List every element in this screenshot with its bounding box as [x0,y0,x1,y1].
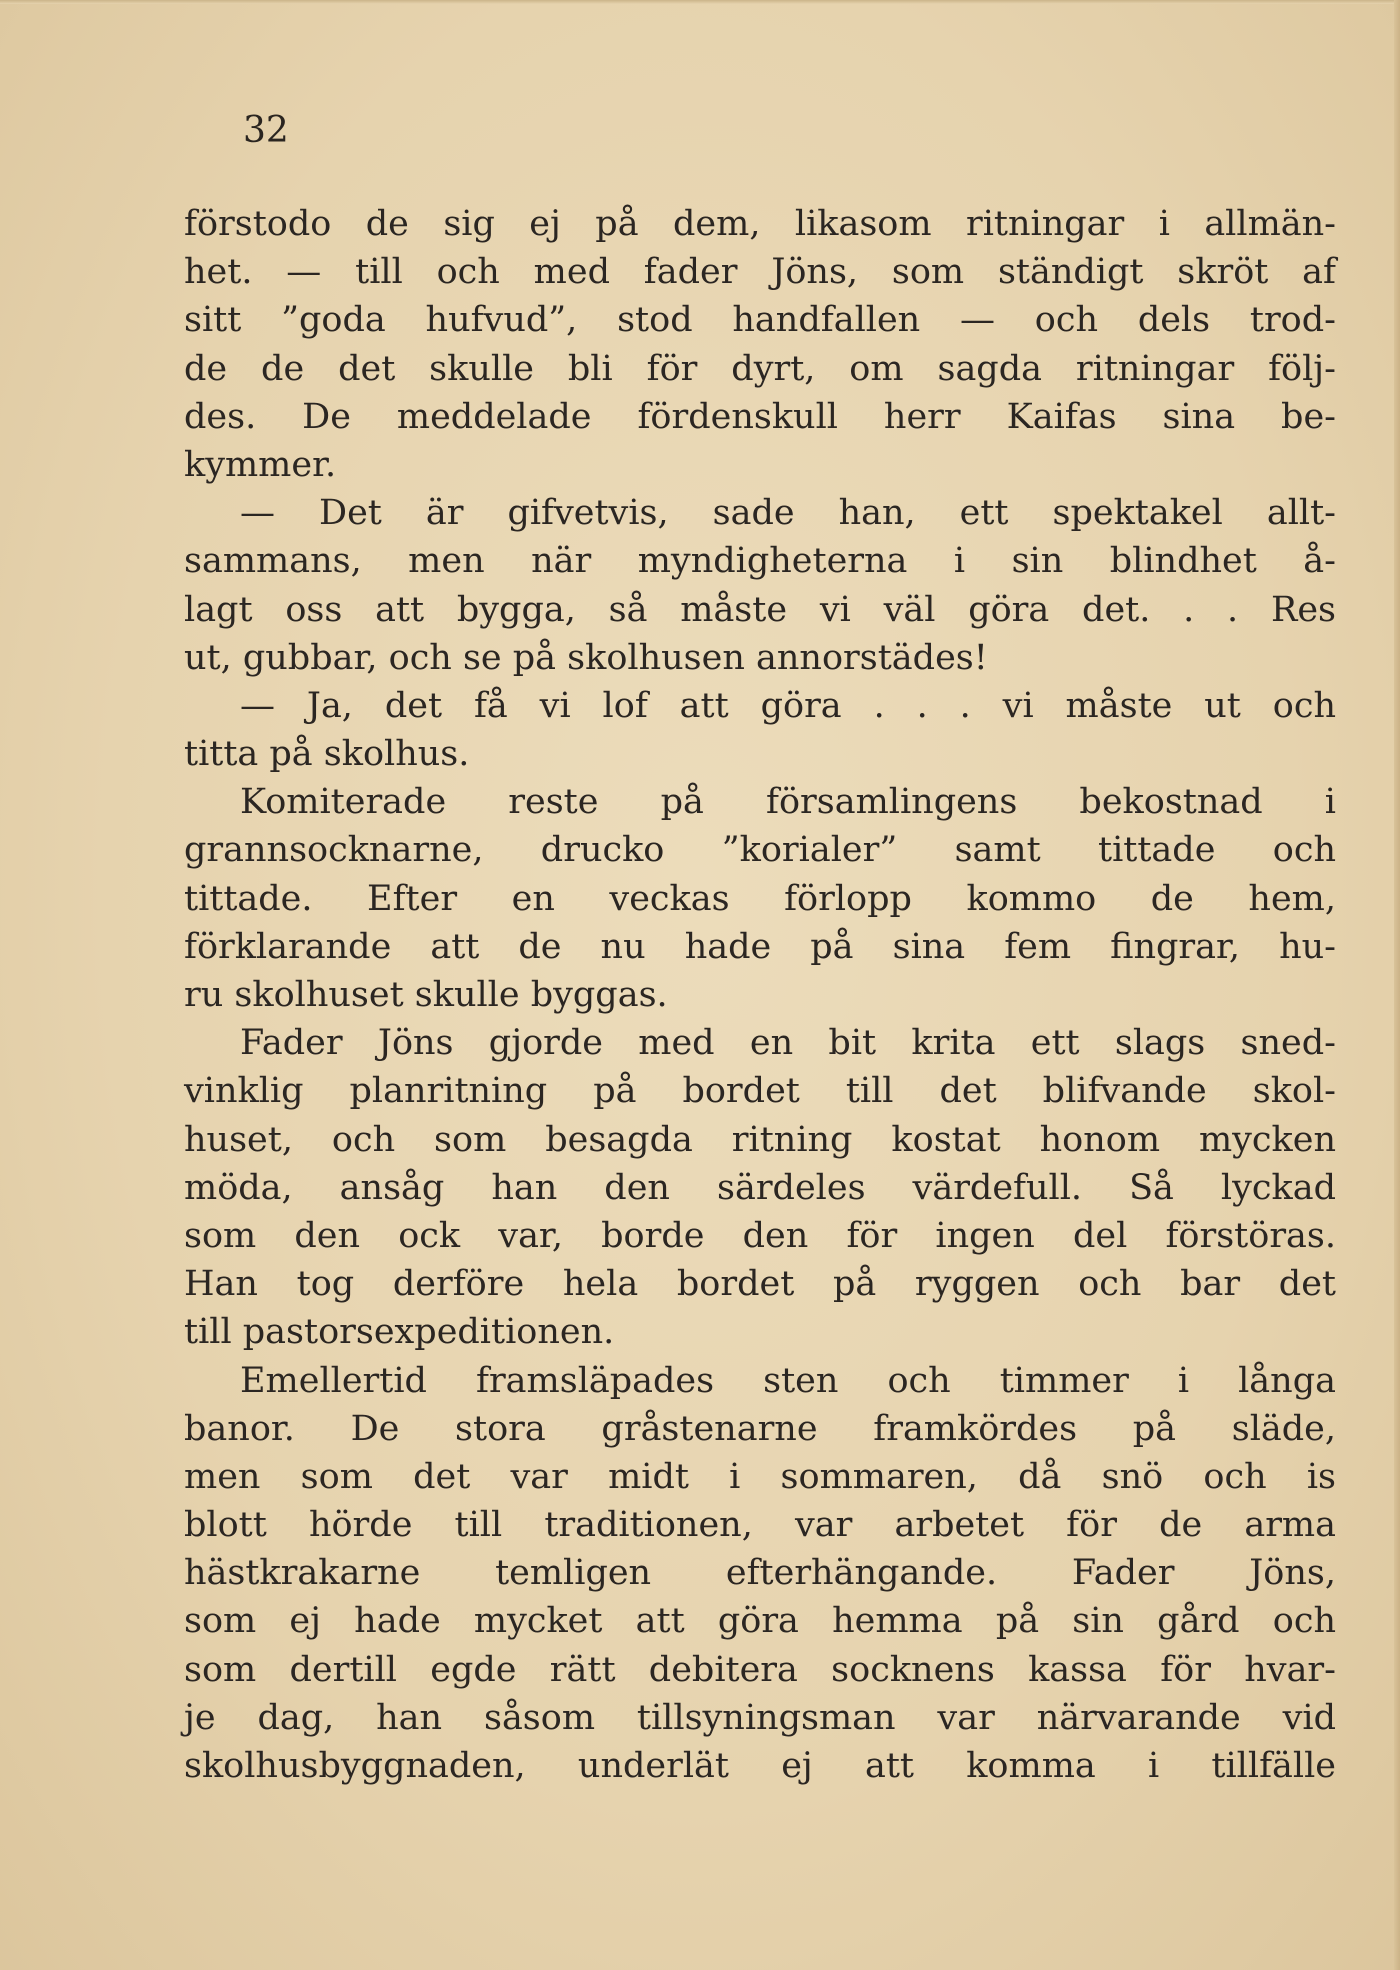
text-line: möda, ansåg han den särdeles värdefull. Så lyckad [184,1167,1336,1208]
text-line: sammans, men när myndigheterna i sin blindhet å- [184,541,1336,582]
text-line: blott hörde till traditionen, var arbetet för de arma [184,1505,1336,1546]
text-line: men som det var midt i sommaren, då snö och is [184,1456,1336,1497]
text-line: tittade. Efter en veckas förlopp kommo de hem, [184,878,1336,919]
text-line: som dertill egde rätt debitera socknens kassa för hvar- [184,1649,1336,1690]
page-top-edge [0,0,1400,4]
text-line: Han tog derföre hela bordet på ryggen och bar det [184,1264,1336,1305]
text-line: förklarande att de nu hade på sina fem fingrar, hu- [184,926,1336,967]
page-right-edge [1394,0,1400,1970]
text-line: Fader Jöns gjorde med en bit krita ett slags sned- [240,1023,1336,1064]
text-line: skolhusbyggnaden, underlät ej att komma i tillfälle [184,1746,1336,1786]
text-line: het. — till och med fader Jöns, som ständigt skröt af [184,252,1336,293]
text-line: som ej hade mycket att göra hemma på sin gård och [184,1601,1336,1642]
text-line: som den ock var, borde den för ingen del förstöras. [184,1215,1336,1256]
text-line: ut, gubbar, och se på skolhusen annorstädes! [184,637,988,678]
text-line: Komiterade reste på församlingens bekostnad i [240,782,1336,823]
text-line: titta på skolhus. [184,734,470,775]
text-line: förstodo de sig ej på dem, likasom ritningar i allmän- [184,204,1336,244]
text-line: — Det är gifvetvis, sade han, ett spektakel allt- [240,493,1336,534]
text-line: till pastorsexpeditionen. [184,1312,615,1353]
text-line: sitt ”goda hufvud”, stod handfallen — och dels trod- [184,300,1336,341]
text-line: — Ja, det få vi lof att göra . . . vi måste ut och [240,685,1336,726]
text-line: de de det skulle bli för dyrt, om sagda ritningar följ- [184,348,1336,389]
text-line: vinklig planritning på bordet till det blifvande skol- [184,1071,1336,1112]
text-line: hästkrakarne temligen efterhängande. Fader Jöns, [184,1553,1336,1594]
text-line: lagt oss att bygga, så måste vi väl göra det. . . Res [184,589,1336,630]
text-line: banor. De stora gråstenarne framkördes på släde, [184,1408,1336,1449]
text-line: huset, och som besagda ritning kostat honom mycken [184,1119,1336,1160]
text-line: Emellertid framsläpades sten och timmer i långa [240,1360,1336,1401]
text-line: ru skolhuset skulle byggas. [184,975,668,1015]
text-line: des. De meddelade fördenskull herr Kaifas sina be- [184,396,1336,437]
text-line: kymmer. [184,444,337,485]
text-line: je dag, han såsom tillsyningsman var närvarande vid [184,1697,1336,1738]
body-text [184,200,1336,1790]
page-number: 32 [243,110,289,151]
text-line: grannsocknarne, drucko ”korialer” samt tittade och [184,830,1336,871]
